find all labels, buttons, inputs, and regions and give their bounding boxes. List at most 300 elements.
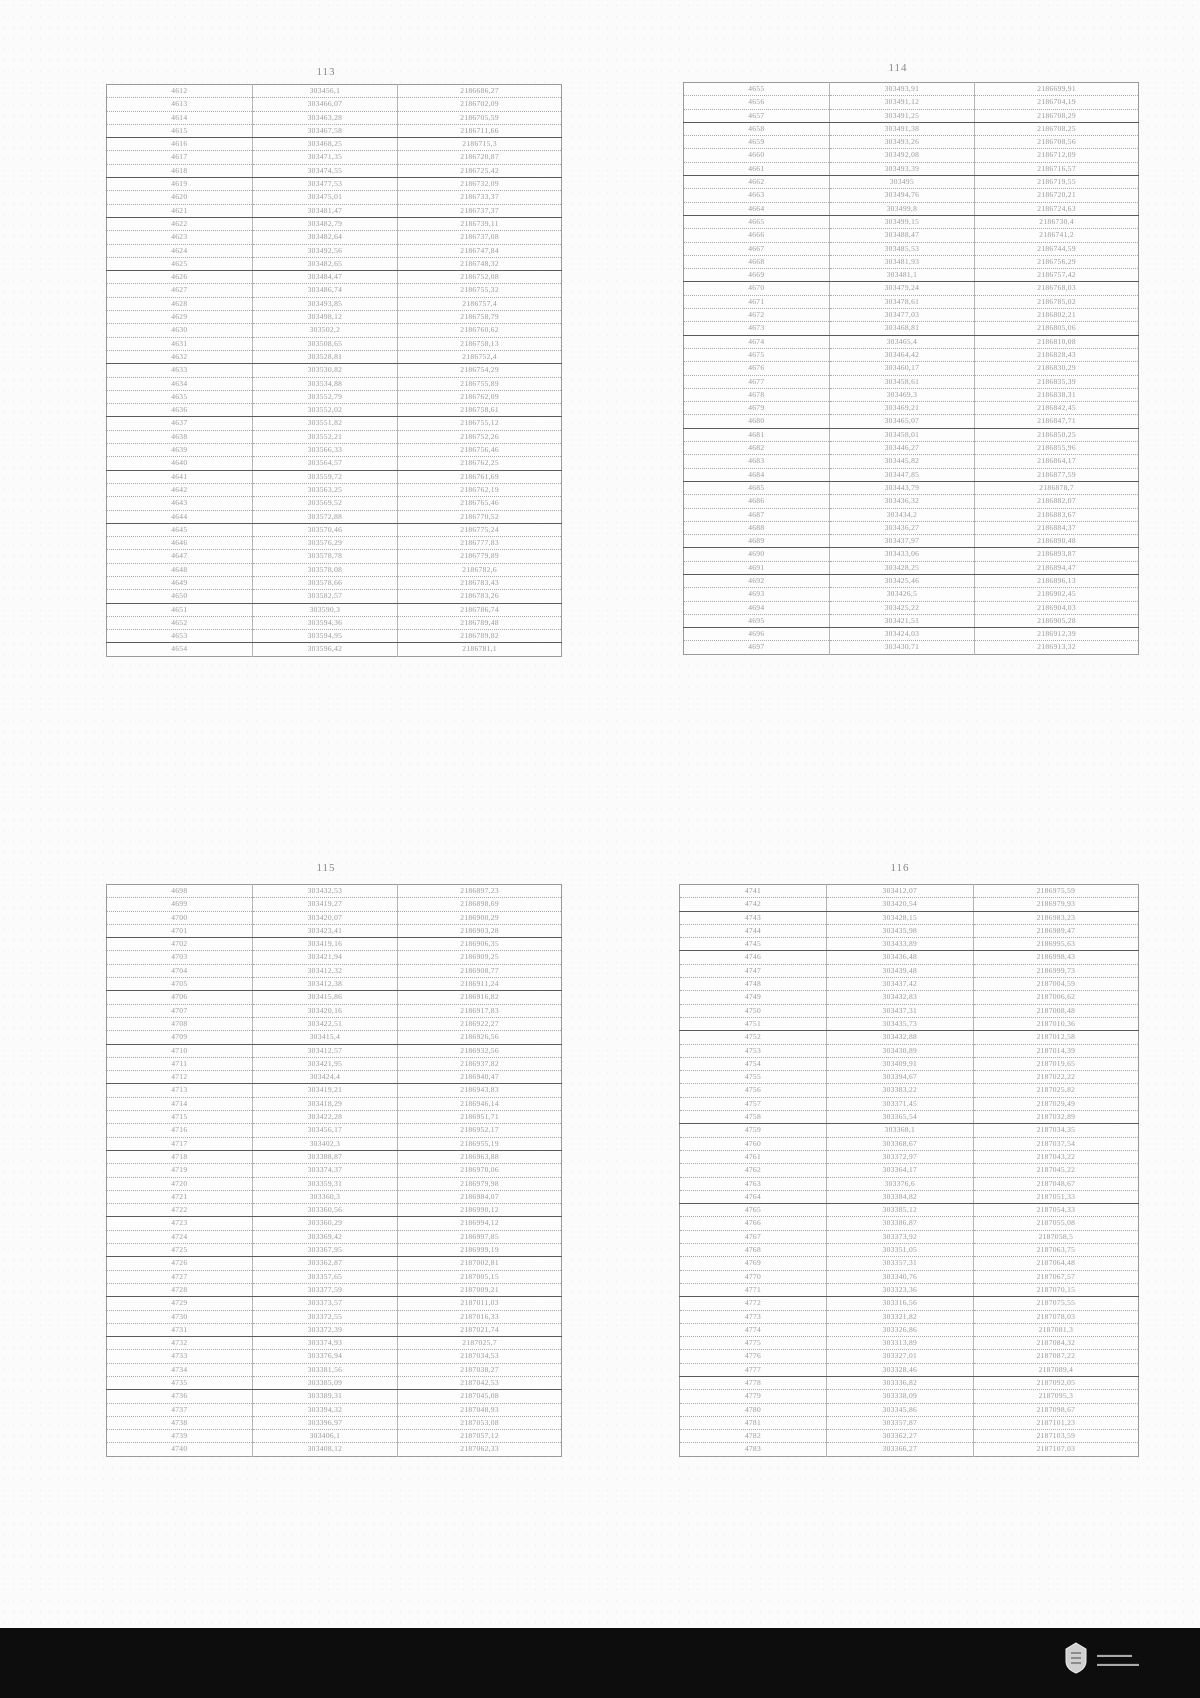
point-number-cell: 4754 — [680, 1057, 827, 1070]
y-coordinate-cell: 2186878,7 — [975, 481, 1139, 494]
y-coordinate-cell: 2186900,29 — [398, 911, 562, 924]
table-row — [107, 1164, 562, 1177]
point-number-cell: 4694 — [684, 601, 830, 614]
y-coordinate-cell: 2187009,21 — [398, 1283, 562, 1296]
y-coordinate-cell: 2187038,27 — [398, 1363, 562, 1376]
y-coordinate-cell: 2186903,28 — [398, 924, 562, 937]
y-coordinate-cell: 2186765,46 — [398, 497, 562, 510]
x-coordinate-cell: 303485,53 — [829, 242, 975, 255]
x-coordinate-cell: 303437,97 — [829, 535, 975, 548]
table-row — [680, 1150, 1139, 1163]
x-coordinate-cell: 303578,08 — [252, 563, 398, 576]
point-number-cell: 4688 — [684, 521, 830, 534]
point-number-cell: 4670 — [684, 282, 830, 295]
table-row — [107, 1177, 562, 1190]
table-row — [107, 1310, 562, 1323]
table-row — [684, 309, 1139, 322]
point-number-cell: 4661 — [684, 162, 830, 175]
x-coordinate-cell: 303566,33 — [252, 444, 398, 457]
table-row — [107, 1363, 562, 1376]
table-row — [684, 348, 1139, 361]
point-number-cell: 4639 — [107, 444, 253, 457]
point-number-cell: 4701 — [107, 924, 253, 937]
x-coordinate-cell: 303386,87 — [826, 1217, 973, 1230]
x-coordinate-cell: 303433,06 — [829, 548, 975, 561]
table-row — [680, 1230, 1139, 1243]
y-coordinate-cell: 2186756,46 — [398, 444, 562, 457]
table-row — [684, 415, 1139, 428]
table-row — [107, 138, 562, 151]
point-number-cell: 4712 — [107, 1071, 253, 1084]
point-number-cell: 4721 — [107, 1190, 253, 1203]
table-row — [107, 1044, 562, 1057]
y-coordinate-cell: 2186855,96 — [975, 442, 1139, 455]
x-coordinate-cell: 303458,61 — [829, 375, 975, 388]
point-number-cell: 4779 — [680, 1390, 827, 1403]
x-coordinate-cell: 303412,32 — [252, 964, 398, 977]
y-coordinate-cell: 2187011,03 — [398, 1297, 562, 1310]
y-coordinate-cell: 2187087,22 — [973, 1350, 1138, 1363]
table-row — [107, 630, 562, 643]
x-coordinate-cell: 303436,48 — [826, 951, 973, 964]
point-number-cell: 4772 — [680, 1297, 827, 1310]
point-number-cell: 4736 — [107, 1390, 253, 1403]
point-number-cell: 4763 — [680, 1177, 827, 1190]
x-coordinate-cell: 303434,2 — [829, 508, 975, 521]
table-row — [684, 481, 1139, 494]
y-coordinate-cell: 2186686,27 — [398, 85, 562, 98]
y-coordinate-cell: 2186830,29 — [975, 362, 1139, 375]
table-row — [107, 964, 562, 977]
y-coordinate-cell: 2187057,12 — [398, 1430, 562, 1443]
table-row — [680, 1004, 1139, 1017]
x-coordinate-cell: 303424,4 — [252, 1071, 398, 1084]
x-coordinate-cell: 303362,27 — [826, 1430, 973, 1443]
point-number-cell: 4673 — [684, 322, 830, 335]
x-coordinate-cell: 303372,39 — [252, 1323, 398, 1336]
point-number-cell: 4773 — [680, 1310, 827, 1323]
point-number-cell: 4632 — [107, 350, 253, 363]
y-coordinate-cell: 2187034,35 — [973, 1124, 1138, 1137]
x-coordinate-cell: 303478,61 — [829, 295, 975, 308]
table-row — [684, 162, 1139, 175]
x-coordinate-cell: 303456,17 — [252, 1124, 398, 1137]
point-number-cell: 4717 — [107, 1137, 253, 1150]
point-number-cell: 4771 — [680, 1283, 827, 1296]
table-row — [107, 938, 562, 951]
y-coordinate-cell: 2186757,4 — [398, 297, 562, 310]
x-coordinate-cell: 303465,07 — [829, 415, 975, 428]
x-coordinate-cell: 303481,1 — [829, 269, 975, 282]
x-coordinate-cell: 303385,09 — [252, 1376, 398, 1389]
point-number-cell: 4689 — [684, 535, 830, 548]
point-number-cell: 4615 — [107, 124, 253, 137]
point-number-cell: 4765 — [680, 1204, 827, 1217]
y-coordinate-cell: 2186999,19 — [398, 1244, 562, 1257]
table-row — [684, 574, 1139, 587]
x-coordinate-cell: 303477,53 — [252, 178, 398, 191]
y-coordinate-cell: 2186984,07 — [398, 1190, 562, 1203]
y-coordinate-cell: 2186842,45 — [975, 402, 1139, 415]
y-coordinate-cell: 2186877,59 — [975, 468, 1139, 481]
point-number-cell: 4746 — [680, 951, 827, 964]
y-coordinate-cell: 2186912,39 — [975, 628, 1139, 641]
x-coordinate-cell: 303366,27 — [826, 1443, 973, 1456]
x-coordinate-cell: 303471,35 — [252, 151, 398, 164]
point-number-cell: 4635 — [107, 390, 253, 403]
x-coordinate-cell: 303482,65 — [252, 257, 398, 270]
y-coordinate-cell: 2186898,69 — [398, 898, 562, 911]
table-row — [107, 1097, 562, 1110]
y-coordinate-cell: 2187045,22 — [973, 1164, 1138, 1177]
table-row — [107, 978, 562, 991]
x-coordinate-cell: 303371,45 — [826, 1097, 973, 1110]
y-coordinate-cell: 2186783,26 — [398, 590, 562, 603]
y-coordinate-cell: 2186752,4 — [398, 350, 562, 363]
table-row — [107, 231, 562, 244]
x-coordinate-cell: 303430,89 — [826, 1044, 973, 1057]
point-number-cell: 4734 — [107, 1363, 253, 1376]
table-row — [107, 217, 562, 230]
table-row — [680, 1297, 1139, 1310]
table-row — [107, 497, 562, 510]
x-coordinate-cell: 303435,98 — [826, 924, 973, 937]
y-coordinate-cell: 2186770,52 — [398, 510, 562, 523]
table-row — [680, 978, 1139, 991]
point-number-cell: 4658 — [684, 122, 830, 135]
x-coordinate-cell: 303446,27 — [829, 442, 975, 455]
point-number-cell: 4728 — [107, 1283, 253, 1296]
x-coordinate-cell: 303439,48 — [826, 964, 973, 977]
x-coordinate-cell: 303365,54 — [826, 1111, 973, 1124]
y-coordinate-cell: 2186733,37 — [398, 191, 562, 204]
table-row — [680, 1390, 1139, 1403]
x-coordinate-cell: 303345,86 — [826, 1403, 973, 1416]
table-row — [684, 561, 1139, 574]
x-coordinate-cell: 303492,08 — [829, 149, 975, 162]
point-number-cell: 4776 — [680, 1350, 827, 1363]
y-coordinate-cell: 2186715,3 — [398, 138, 562, 151]
table-row — [107, 111, 562, 124]
point-number-cell: 4619 — [107, 178, 253, 191]
table-row — [107, 1270, 562, 1283]
table-row — [684, 83, 1139, 96]
footer-bar — [0, 1628, 1200, 1698]
table-row — [107, 404, 562, 417]
x-coordinate-cell: 303499,8 — [829, 202, 975, 215]
coordinate-table — [683, 82, 1139, 655]
x-coordinate-cell: 303394,67 — [826, 1071, 973, 1084]
y-coordinate-cell: 2187016,33 — [398, 1310, 562, 1323]
x-coordinate-cell: 303421,95 — [252, 1057, 398, 1070]
point-number-cell: 4742 — [680, 898, 827, 911]
point-number-cell: 4722 — [107, 1204, 253, 1217]
y-coordinate-cell: 2186732,09 — [398, 178, 562, 191]
point-number-cell: 4693 — [684, 588, 830, 601]
table-row — [684, 508, 1139, 521]
table-row — [107, 151, 562, 164]
table-row — [107, 98, 562, 111]
x-coordinate-cell: 303502,2 — [252, 324, 398, 337]
table-row — [680, 1057, 1139, 1070]
table-row — [107, 483, 562, 496]
y-coordinate-cell: 2187062,33 — [398, 1443, 562, 1456]
point-number-cell: 4699 — [107, 898, 253, 911]
point-number-cell: 4686 — [684, 495, 830, 508]
point-number-cell: 4756 — [680, 1084, 827, 1097]
y-coordinate-cell: 2187005,15 — [398, 1270, 562, 1283]
table-row — [680, 1430, 1139, 1443]
table-row — [107, 1323, 562, 1336]
x-coordinate-cell: 303484,47 — [252, 271, 398, 284]
y-coordinate-cell: 2186951,71 — [398, 1111, 562, 1124]
x-coordinate-cell: 303432,83 — [826, 991, 973, 1004]
x-coordinate-cell: 303479,24 — [829, 282, 975, 295]
y-coordinate-cell: 2187006,62 — [973, 991, 1138, 1004]
point-number-cell: 4641 — [107, 470, 253, 483]
table-row — [107, 1403, 562, 1416]
table-row — [684, 428, 1139, 441]
y-coordinate-cell: 2186890,48 — [975, 535, 1139, 548]
x-coordinate-cell: 303432,88 — [826, 1031, 973, 1044]
x-coordinate-cell: 303486,74 — [252, 284, 398, 297]
x-coordinate-cell: 303428,25 — [829, 561, 975, 574]
x-coordinate-cell: 303360,56 — [252, 1204, 398, 1217]
point-number-cell: 4726 — [107, 1257, 253, 1270]
y-coordinate-cell: 2186725,42 — [398, 164, 562, 177]
point-number-cell: 4767 — [680, 1230, 827, 1243]
table-row — [684, 255, 1139, 268]
point-number-cell: 4648 — [107, 563, 253, 576]
point-number-cell: 4745 — [680, 938, 827, 951]
point-number-cell: 4710 — [107, 1044, 253, 1057]
table-row — [107, 1283, 562, 1296]
point-number-cell: 4628 — [107, 297, 253, 310]
table-row — [680, 911, 1139, 924]
table-row — [684, 176, 1139, 189]
x-coordinate-cell: 303488,47 — [829, 229, 975, 242]
x-coordinate-cell: 303436,27 — [829, 521, 975, 534]
x-coordinate-cell: 303357,65 — [252, 1270, 398, 1283]
x-coordinate-cell: 303437,42 — [826, 978, 973, 991]
point-number-cell: 4758 — [680, 1111, 827, 1124]
y-coordinate-cell: 2186835,39 — [975, 375, 1139, 388]
table-row — [107, 550, 562, 563]
table-row — [684, 189, 1139, 202]
point-number-cell: 4633 — [107, 364, 253, 377]
x-coordinate-cell: 303323,36 — [826, 1283, 973, 1296]
point-number-cell: 4618 — [107, 164, 253, 177]
x-coordinate-cell: 303419,16 — [252, 938, 398, 951]
x-coordinate-cell: 303481,93 — [829, 255, 975, 268]
y-coordinate-cell: 2187014,39 — [973, 1044, 1138, 1057]
table-row — [684, 388, 1139, 401]
y-coordinate-cell: 2186702,09 — [398, 98, 562, 111]
x-coordinate-cell: 303425,22 — [829, 601, 975, 614]
y-coordinate-cell: 2186906,35 — [398, 938, 562, 951]
table-row — [680, 1044, 1139, 1057]
y-coordinate-cell: 2187064,48 — [973, 1257, 1138, 1270]
point-number-cell: 4706 — [107, 991, 253, 1004]
table-row — [680, 1137, 1139, 1150]
x-coordinate-cell: 303424,03 — [829, 628, 975, 641]
x-coordinate-cell: 303326,86 — [826, 1323, 973, 1336]
x-coordinate-cell: 303367,95 — [252, 1244, 398, 1257]
x-coordinate-cell: 303576,29 — [252, 537, 398, 550]
point-number-cell: 4621 — [107, 204, 253, 217]
table-row — [107, 1244, 562, 1257]
point-number-cell: 4778 — [680, 1376, 827, 1389]
table-row — [107, 1217, 562, 1230]
x-coordinate-cell: 303406,1 — [252, 1430, 398, 1443]
library-emblem-icon — [1062, 1641, 1090, 1675]
table-row — [684, 295, 1139, 308]
y-coordinate-cell: 2186758,13 — [398, 337, 562, 350]
point-number-cell: 4634 — [107, 377, 253, 390]
page-number: 115 — [316, 862, 336, 874]
table-row — [680, 898, 1139, 911]
point-number-cell: 4757 — [680, 1097, 827, 1110]
x-coordinate-cell: 303415,4 — [252, 1031, 398, 1044]
y-coordinate-cell: 2186752,26 — [398, 430, 562, 443]
x-coordinate-cell: 303364,17 — [826, 1164, 973, 1177]
point-number-cell: 4755 — [680, 1071, 827, 1084]
point-number-cell: 4713 — [107, 1084, 253, 1097]
y-coordinate-cell: 2186998,43 — [973, 951, 1138, 964]
x-coordinate-cell: 303552,02 — [252, 404, 398, 417]
y-coordinate-cell: 2186896,13 — [975, 574, 1139, 587]
x-coordinate-cell: 303336,82 — [826, 1376, 973, 1389]
table-row — [107, 563, 562, 576]
x-coordinate-cell: 303394,32 — [252, 1403, 398, 1416]
x-coordinate-cell: 303493,91 — [829, 83, 975, 96]
x-coordinate-cell: 303508,65 — [252, 337, 398, 350]
point-number-cell: 4697 — [684, 641, 830, 654]
y-coordinate-cell: 2186922,27 — [398, 1017, 562, 1030]
point-number-cell: 4750 — [680, 1004, 827, 1017]
y-coordinate-cell: 2186932,56 — [398, 1044, 562, 1057]
point-number-cell: 4737 — [107, 1403, 253, 1416]
table-row — [107, 257, 562, 270]
y-coordinate-cell: 2186943,83 — [398, 1084, 562, 1097]
x-coordinate-cell: 303357,87 — [826, 1416, 973, 1429]
y-coordinate-cell: 2186755,12 — [398, 417, 562, 430]
y-coordinate-cell: 2187067,57 — [973, 1270, 1138, 1283]
table-row — [107, 124, 562, 137]
table-row — [107, 643, 562, 656]
y-coordinate-cell: 2187045,08 — [398, 1390, 562, 1403]
x-coordinate-cell: 303578,78 — [252, 550, 398, 563]
point-number-cell: 4649 — [107, 576, 253, 589]
point-number-cell: 4735 — [107, 1376, 253, 1389]
x-coordinate-cell: 303313,89 — [826, 1337, 973, 1350]
y-coordinate-cell: 2186963,88 — [398, 1150, 562, 1163]
x-coordinate-cell: 303369,42 — [252, 1230, 398, 1243]
table-row — [680, 1376, 1139, 1389]
y-coordinate-cell: 2186724,63 — [975, 202, 1139, 215]
y-coordinate-cell: 2186882,07 — [975, 495, 1139, 508]
point-number-cell: 4659 — [684, 136, 830, 149]
table-row — [684, 468, 1139, 481]
table-row — [680, 1350, 1139, 1363]
table-row — [107, 1017, 562, 1030]
y-coordinate-cell: 2186739,11 — [398, 217, 562, 230]
y-coordinate-cell: 2186758,79 — [398, 311, 562, 324]
y-coordinate-cell: 2186979,93 — [973, 898, 1138, 911]
point-number-cell: 4622 — [107, 217, 253, 230]
x-coordinate-cell: 303357,31 — [826, 1257, 973, 1270]
x-coordinate-cell: 303481,47 — [252, 204, 398, 217]
table-row — [107, 1137, 562, 1150]
table-row — [684, 335, 1139, 348]
point-number-cell: 4664 — [684, 202, 830, 215]
y-coordinate-cell: 2186909,25 — [398, 951, 562, 964]
table-row — [684, 614, 1139, 627]
y-coordinate-cell: 2186926,56 — [398, 1031, 562, 1044]
x-coordinate-cell: 303428,15 — [826, 911, 973, 924]
y-coordinate-cell: 2187043,22 — [973, 1150, 1138, 1163]
x-coordinate-cell: 303534,88 — [252, 377, 398, 390]
y-coordinate-cell: 2186897,23 — [398, 885, 562, 898]
table-row — [684, 362, 1139, 375]
point-number-cell: 4666 — [684, 229, 830, 242]
x-coordinate-cell: 303436,32 — [829, 495, 975, 508]
point-number-cell: 4676 — [684, 362, 830, 375]
x-coordinate-cell: 303376,6 — [826, 1177, 973, 1190]
table-row — [107, 1004, 562, 1017]
point-number-cell: 4703 — [107, 951, 253, 964]
point-number-cell: 4743 — [680, 911, 827, 924]
y-coordinate-cell: 2186756,29 — [975, 255, 1139, 268]
y-coordinate-cell: 2187103,59 — [973, 1430, 1138, 1443]
point-number-cell: 4678 — [684, 388, 830, 401]
point-number-cell: 4685 — [684, 481, 830, 494]
point-number-cell: 4716 — [107, 1124, 253, 1137]
y-coordinate-cell: 2187010,36 — [973, 1017, 1138, 1030]
point-number-cell: 4651 — [107, 603, 253, 616]
point-number-cell: 4629 — [107, 311, 253, 324]
y-coordinate-cell: 2186997,85 — [398, 1230, 562, 1243]
x-coordinate-cell: 303499,15 — [829, 215, 975, 228]
y-coordinate-cell: 2186999,73 — [973, 964, 1138, 977]
table-row — [107, 244, 562, 257]
table-row — [107, 616, 562, 629]
x-coordinate-cell: 303420,54 — [826, 898, 973, 911]
y-coordinate-cell: 2186720,21 — [975, 189, 1139, 202]
point-number-cell: 4667 — [684, 242, 830, 255]
y-coordinate-cell: 2187019,65 — [973, 1057, 1138, 1070]
x-coordinate-cell: 303383,22 — [826, 1084, 973, 1097]
point-number-cell: 4680 — [684, 415, 830, 428]
y-coordinate-cell: 2186752,08 — [398, 271, 562, 284]
x-coordinate-cell: 303491,12 — [829, 96, 975, 109]
point-number-cell: 4760 — [680, 1137, 827, 1150]
point-number-cell: 4672 — [684, 309, 830, 322]
table-row — [107, 1190, 562, 1203]
x-coordinate-cell: 303328,46 — [826, 1363, 973, 1376]
y-coordinate-cell: 2186994,12 — [398, 1217, 562, 1230]
y-coordinate-cell: 2186711,66 — [398, 124, 562, 137]
table-row — [684, 322, 1139, 335]
table-row — [107, 271, 562, 284]
point-number-cell: 4690 — [684, 548, 830, 561]
point-number-cell: 4727 — [107, 1270, 253, 1283]
x-coordinate-cell: 303419,27 — [252, 898, 398, 911]
table-row — [684, 601, 1139, 614]
table-row — [684, 109, 1139, 122]
table-row — [107, 1337, 562, 1350]
y-coordinate-cell: 2187098,67 — [973, 1403, 1138, 1416]
